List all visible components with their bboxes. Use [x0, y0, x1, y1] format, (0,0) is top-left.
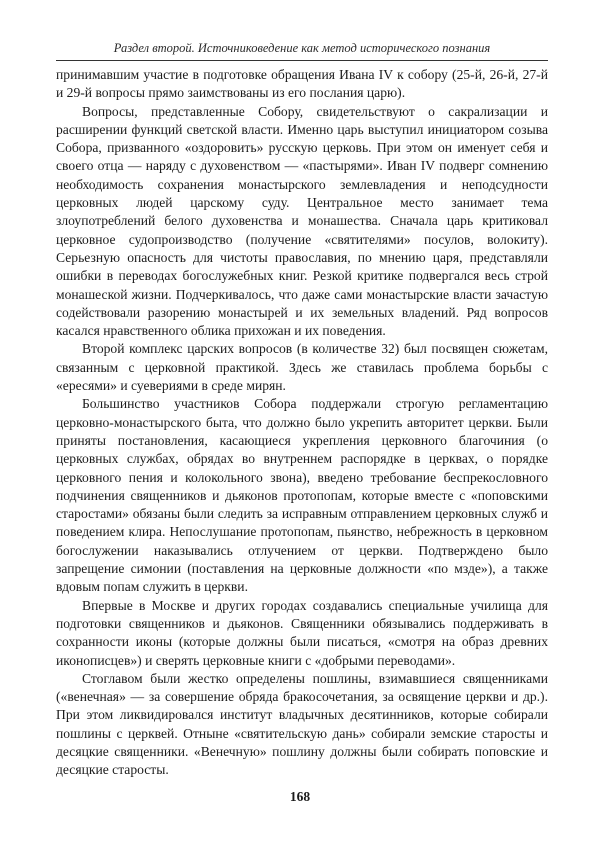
- paragraph-6: Стоглавом были жестко определены пошлины, взимавшиеся священниками («венечная» — за совершение обряда бракосочетания, за освящение церкви и др.). При этом ликвидировался институт владычных десятинников, которые собирали пошлины с церквей. Отныне «святительскую дань» собирали земские старосты и десяцкие священники. «Венечную» пошлину должны были собирать поповские и десяцкие старосты.: [56, 670, 548, 778]
- paragraph-1: принимавшим участие в подготовке обращения Ивана IV к собору (25-й, 26-й, 27-й и 29-й вопросы прямо заимствованы из его послания царю).: [56, 67, 548, 101]
- running-header: Раздел второй. Источниковедение как метод исторического познания: [113, 41, 491, 55]
- page-number: 168: [289, 789, 311, 804]
- paragraph-4: Большинство участников Собора поддержали строгую регламентацию церковно-монастырского быта, что должно было укрепить авторитет церкви. Были приняты постановления, касающиеся укрепления церковного благочиния (о церковных службах, обрядах во внутреннем распорядке в церквах, о порядке церковного пения и колокольного звона), введено требование беспрекословного подчинения священников и дьяконов протопопам, которые вместе с «поповскими старостами» обязаны были следить за исправным отправлением церковных служб и поведением клира. Непослушание протопопам, пьянство, небрежность в церковном богослужении наказывались отлучением от церкви. Подтверждено было запрещение симонии (поставления на церковные должности «по мзде»), а также вдовым попам служить в церкви.: [56, 396, 548, 595]
- paragraph-3: Второй комплекс царских вопросов (в количестве 32) был посвящен сюжетам, связанным с церковной практикой. Здесь же ставилась проблема борьбы с «ересями» и суевериями в среде мирян.: [56, 341, 548, 394]
- header-divider: [56, 60, 548, 61]
- paragraph-2: Вопросы, представленные Собору, свидетельствуют о сакрализации и расширении функций светской власти. Именно царь выступил инициатором созыва Собора, призванного «оздоровить» русскую церковь. При этом он именует себя и своего отца — наряду с духовенством — «пастырями». Иван IV подверг сомнению необходимость сохранения монастырского землевладения и неподсудности церковных людей царскому суду. Центральное место занимает тема злоупотреблений белого духовенства и монашества. Сначала царь критиковал церковное судопроизводство (получение «святителями» посулов, волокиту). Серьезную опасность для чистоты православия, по мнению царя, представляли ошибки в переводах богослужебных книг. Резкой критике подвергался весь строй монашеской жизни. Подчеркивалось, что даже сами монастырские власти зачастую содействовали разорению монастырей и их земельных владений. Ряд вопросов касался нравственного облика прихожан и их поведения.: [56, 103, 548, 339]
- page-body: [56, 66, 548, 780]
- paragraph-5: Впервые в Москве и других городах создавались специальные училища для подготовки священников и дьяконов. Священники обязывались поддерживать в сохранности иконы (которые должны были писаться, «смотря на образ древних иконописцев») и сверять церковные книги с «добрыми переводами».: [56, 597, 548, 668]
